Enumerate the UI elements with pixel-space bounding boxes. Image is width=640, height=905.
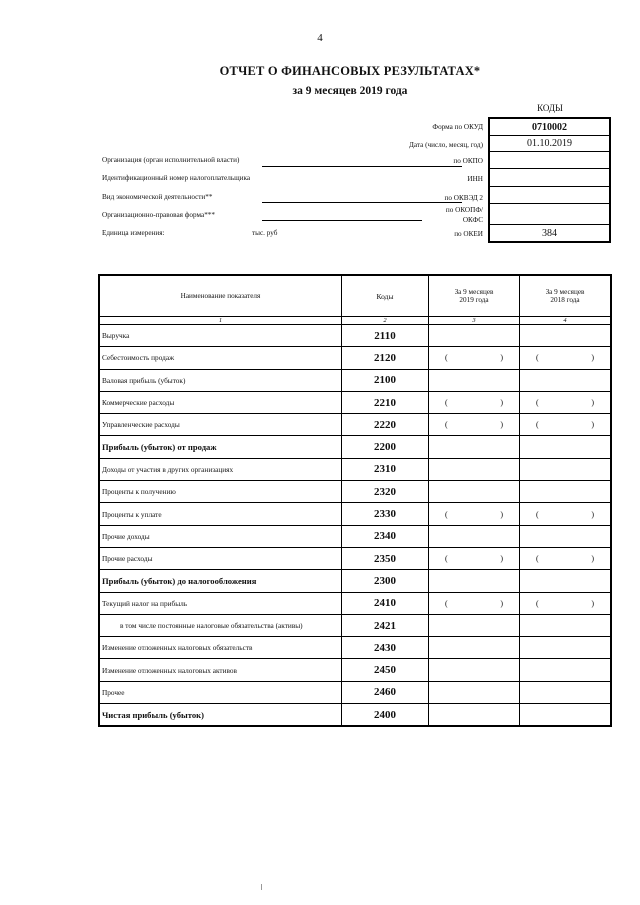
value-2019: [429, 391, 520, 413]
row-code: 2310: [342, 458, 429, 480]
row-code: 2330: [342, 503, 429, 525]
value-2019: [429, 414, 520, 436]
value-2018: [520, 704, 612, 727]
paren-open: (: [536, 598, 539, 608]
row-name: Управленческие расходы: [99, 414, 342, 436]
value-2019: [429, 614, 520, 636]
okei-label: по ОКЕИ: [454, 230, 483, 238]
table-row: [99, 503, 611, 525]
table-row: [99, 637, 611, 659]
value-2019: [429, 503, 520, 525]
financial-results-table: [98, 274, 612, 727]
value-2018: [520, 458, 612, 480]
table-row: [99, 325, 611, 347]
legal-form-label: Организационно-правовая форма***: [102, 211, 215, 219]
okfs-label: ОКФС: [462, 216, 483, 224]
row-code: 2220: [342, 414, 429, 436]
paren-close: ): [591, 353, 594, 363]
report-title: ОТЧЕТ О ФИНАНСОВЫХ РЕЗУЛЬТАТАХ*: [219, 64, 481, 78]
value-2019: [429, 681, 520, 703]
value-2018: [520, 592, 612, 614]
value-2019: [429, 481, 520, 503]
paren-close: ): [500, 554, 503, 564]
row-name: Доходы от участия в других организациях: [99, 458, 342, 480]
row-code: 2400: [342, 704, 429, 727]
paren-close: ): [500, 353, 503, 363]
activity-label: Вид экономической деятельности**: [102, 193, 213, 201]
value-2018: [520, 637, 612, 659]
row-code: 2340: [342, 525, 429, 547]
table-row: [99, 369, 611, 391]
row-name: Текущий налог на прибыль: [99, 592, 342, 614]
row-name: Прочие расходы: [99, 547, 342, 569]
row-name: Проценты к уплате: [99, 503, 342, 525]
value-2018: [520, 681, 612, 703]
col-number-4: 4: [520, 317, 612, 325]
value-2019: [429, 347, 520, 369]
value-2018: [520, 481, 612, 503]
unit-value: тыс. руб: [252, 229, 278, 237]
value-2018: [520, 547, 612, 569]
col-number-2: 2: [342, 317, 429, 325]
value-2019: [429, 325, 520, 347]
row-code: 2430: [342, 637, 429, 659]
table-row: [99, 436, 611, 458]
row-name: Валовая прибыль (убыток): [99, 369, 342, 391]
report-period: за 9 месяцев 2019 года: [292, 85, 408, 97]
paren-close: ): [500, 598, 503, 608]
row-code: 2200: [342, 436, 429, 458]
row-code: 2350: [342, 547, 429, 569]
paren-open: (: [445, 598, 448, 608]
row-name: Выручка: [99, 325, 342, 347]
paren-open: (: [536, 420, 539, 430]
row-name: Прибыль (убыток) до налогообложения: [99, 570, 342, 592]
row-code: 2300: [342, 570, 429, 592]
okved-label: по ОКВЭД 2: [444, 194, 483, 202]
table-row: [99, 704, 611, 727]
table-row: [99, 570, 611, 592]
col-name-header: Наименование показателя: [99, 275, 342, 317]
row-code: 2460: [342, 681, 429, 703]
table-header-row: [99, 275, 611, 317]
row-code: 2450: [342, 659, 429, 681]
page-number: 4: [317, 32, 323, 44]
paren-open: (: [536, 509, 539, 519]
value-2018: [520, 436, 612, 458]
okpo-label: по ОКПО: [453, 157, 483, 165]
col-2019-header: За 9 месяцев 2019 года: [429, 275, 520, 317]
value-2019: [429, 525, 520, 547]
row-name: Проценты к получению: [99, 481, 342, 503]
paren-open: (: [445, 554, 448, 564]
paren-open: (: [445, 420, 448, 430]
value-2019: [429, 592, 520, 614]
paren-close: ): [591, 398, 594, 408]
scan-mark: [261, 884, 262, 890]
col-code-header: Коды: [342, 275, 429, 317]
col-2018-header: За 9 месяцев 2018 года: [520, 275, 612, 317]
column-numbers-row: [99, 317, 611, 325]
row-name: Изменение отложенных налоговых активов: [99, 659, 342, 681]
okud-value: 0710002: [532, 122, 567, 133]
value-2019: [429, 570, 520, 592]
value-2019: [429, 436, 520, 458]
okud-label: Форма по ОКУД: [432, 123, 483, 131]
paren-close: ): [591, 554, 594, 564]
paren-close: ): [500, 398, 503, 408]
value-2018: [520, 369, 612, 391]
table-row: [99, 614, 611, 636]
value-2019: [429, 704, 520, 727]
table-row: [99, 391, 611, 413]
row-code: 2210: [342, 391, 429, 413]
value-2018: [520, 347, 612, 369]
row-name: Изменение отложенных налоговых обязательств: [99, 637, 342, 659]
row-code: 2320: [342, 481, 429, 503]
row-name: Чистая прибыль (убыток): [99, 704, 342, 727]
value-2019: [429, 637, 520, 659]
okei-value: 384: [542, 228, 557, 239]
value-2018: [520, 525, 612, 547]
row-name: Себестоимость продаж: [99, 347, 342, 369]
table-row: [99, 547, 611, 569]
row-name: в том числе постоянные налоговые обязательства (активы): [99, 614, 342, 636]
paren-close: ): [500, 509, 503, 519]
table-row: [99, 659, 611, 681]
value-2018: [520, 325, 612, 347]
value-2018: [520, 659, 612, 681]
col-number-1: 1: [99, 317, 342, 325]
value-2018: [520, 414, 612, 436]
table-row: [99, 481, 611, 503]
row-name: Прочие доходы: [99, 525, 342, 547]
row-code: 2421: [342, 614, 429, 636]
paren-open: (: [536, 353, 539, 363]
value-2018: [520, 391, 612, 413]
value-2018: [520, 503, 612, 525]
value-2019: [429, 547, 520, 569]
table-row: [99, 525, 611, 547]
paren-close: ): [591, 509, 594, 519]
paren-open: (: [445, 398, 448, 408]
paren-open: (: [445, 353, 448, 363]
row-code: 2100: [342, 369, 429, 391]
org-label: Организация (орган исполнительной власти): [102, 156, 240, 164]
unit-label: Единица измерения:: [102, 229, 165, 237]
col-number-3: 3: [429, 317, 520, 325]
paren-open: (: [536, 554, 539, 564]
value-2018: [520, 570, 612, 592]
paren-close: ): [500, 420, 503, 430]
row-code: 2110: [342, 325, 429, 347]
table-row: [99, 592, 611, 614]
value-2019: [429, 659, 520, 681]
table-row: [99, 458, 611, 480]
date-label: Дата (число, месяц, год): [408, 141, 483, 149]
inn-description: Идентификационный номер налогоплательщика: [102, 174, 251, 182]
row-code: 2120: [342, 347, 429, 369]
value-2018: [520, 614, 612, 636]
date-value: 01.10.2019: [527, 138, 572, 149]
codes-label: КОДЫ: [537, 103, 563, 113]
paren-close: ): [591, 598, 594, 608]
value-2019: [429, 458, 520, 480]
inn-label: ИНН: [467, 175, 483, 183]
table-row: [99, 347, 611, 369]
table-row: [99, 414, 611, 436]
row-name: Коммерческие расходы: [99, 391, 342, 413]
paren-close: ): [591, 420, 594, 430]
okopf-label: по ОКОПФ/: [445, 206, 483, 214]
paren-open: (: [445, 509, 448, 519]
row-name: Прочее: [99, 681, 342, 703]
row-name: Прибыль (убыток) от продаж: [99, 436, 342, 458]
table-row: [99, 681, 611, 703]
value-2019: [429, 369, 520, 391]
row-code: 2410: [342, 592, 429, 614]
paren-open: (: [536, 398, 539, 408]
